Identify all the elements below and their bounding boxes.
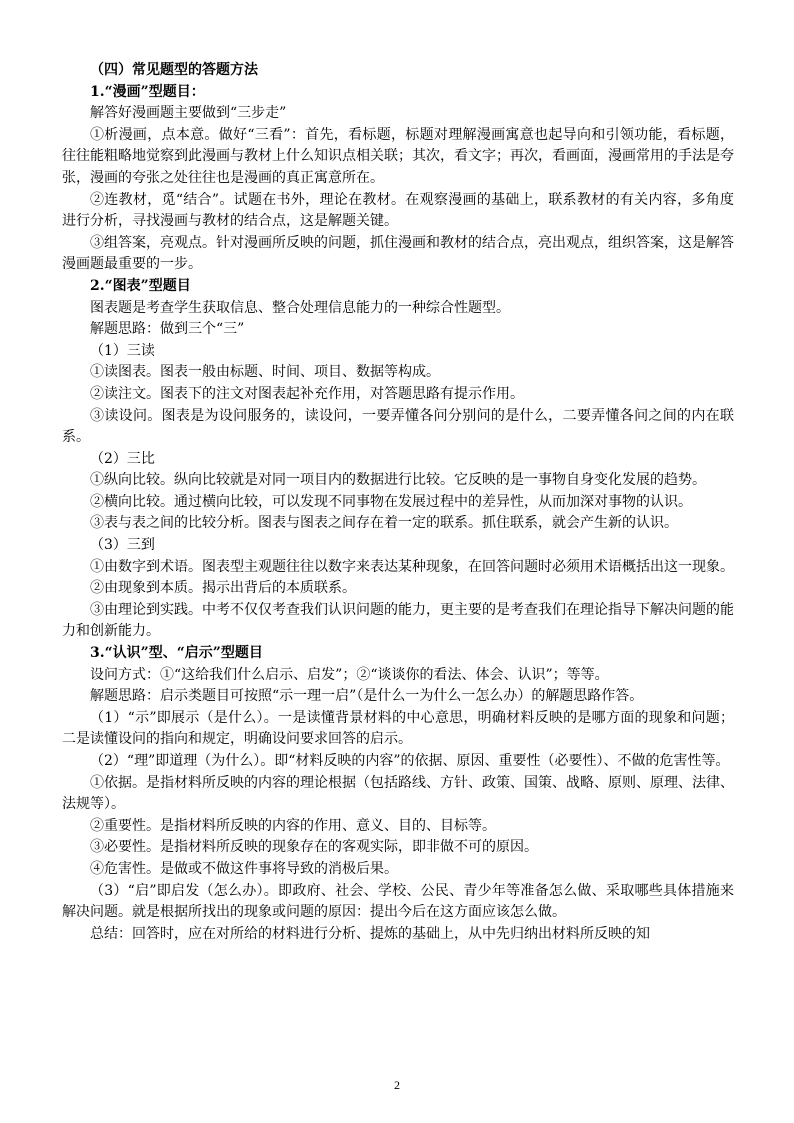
list-heading: （2）三比 [90,450,155,467]
paragraph: 图表题是考查学生获取信息、整合处理信息能力的一种综合性题型。 [90,299,510,316]
paragraph: （1）“示”即展示（是什么）。一是读懂背景材料的中心意思，明确材料反映的是哪方面的现象和问题；二是读懂设问的指向和规定，明确设问要求回答的启示。 [62,709,734,748]
paragraph: ③由理论到实践。中考不仅仅考查我们认识问题的能力，更主要的是考查我们在理论指导下解决问题的能力和创新能力。 [62,601,734,640]
paragraph: （2）“理”即道理（为什么）。即“材料反映的内容”的依据、原因、重要性（必要性）、不做的危害性等。 [90,753,730,769]
list-heading: （3）三到 [90,537,155,554]
document-body [62,60,734,945]
subheading-chart: 2.“图表”型题目 [90,277,191,294]
paragraph: ①依据。是指材料所反映的内容的理论根据（包括路线、方针、政策、国策、战略、原则、原理、法律、法规等）。 [62,774,734,813]
paragraph: （3）“启”即启发（怎么办）。即政府、社会、学校、公民、青少年等准备怎么做、采取哪些具体措施来解决问题。就是根据所找出的现象或问题的原因：提出今后在这方面应该怎么做。 [62,882,734,921]
paragraph: 解题思路：启示类题目可按照“示一理一启”（是什么一为什么一怎么办）的解题思路作答。 [90,688,644,705]
paragraph: 解题思路：做到三个“三” [90,321,245,338]
paragraph: ④危害性。是做或不做这件事将导致的消极后果。 [90,860,398,877]
paragraph: 总结：回答时，应在对所给的材料进行分析、提炼的基础上，从中先归纳出材料所反映的知 [90,925,650,942]
paragraph: ②由现象到本质。揭示出背后的本质联系。 [90,580,356,597]
paragraph: ①纵向比较。纵向比较就是对同一项目内的数据进行比较。它反映的是一事物自身变化发展的趋势。 [90,472,706,489]
paragraph: ②重要性。是指材料所反映的内容的作用、意义、目的、目标等。 [90,817,496,834]
paragraph: ③表与表之间的比较分析。图表与图表之间存在着一定的联系。抓住联系，就会产生新的认识。 [90,515,678,532]
paragraph: ③组答案，亮观点。针对漫画所反映的问题，抓住漫画和教材的结合点，亮出观点，组织答案，这是解答漫画题最重要的一步。 [62,234,734,273]
paragraph: ②横向比较。通过横向比较，可以发现不同事物在发展过程中的差异性，从而加深对事物的认识。 [90,493,692,510]
subheading-insight: 3.“认识”型、“启示”型题目 [90,645,263,662]
paragraph: ③读设问。图表是为设问服务的，读设问，一要弄懂各问分别问的是什么，二要弄懂各问之间的内在联系。 [62,407,734,446]
section-heading: （四）常见题型的答题方法 [90,62,258,78]
paragraph: ②读注文。图表下的注文对图表起补充作用，对答题思路有提示作用。 [90,385,524,402]
subheading-comic: 1.“漫画”型题目： [90,83,205,100]
paragraph: ①读图表。图表一般由标题、时间、项目、数据等构成。 [90,364,440,381]
paragraph: ③必要性。是指材料所反映的现象存在的客观实际，即非做不可的原因。 [90,839,538,856]
page-number: 2 [394,1078,400,1092]
paragraph: ②连教材，觅“结合”。试题在书外，理论在教材。在观察漫画的基础上，联系教材的有关内容，多角度进行分析，寻找漫画与教材的结合点，这是解题关键。 [62,191,734,230]
paragraph: ①析漫画，点本意。做好“三看”：首先，看标题，标题对理解漫画寓意也起导向和引领功能，看标题，往往能粗略地觉察到此漫画与教材上什么知识点相关联；其次，看文字；再次，看画面，漫画常用的手法是夸张，漫画的夸张之处往往也是漫画的真正寓意所在。 [62,126,734,186]
paragraph: 解答好漫画题主要做到“三步走” [90,105,287,122]
paragraph: 设问方式：①“这给我们什么启示、启发”；②“谈谈你的看法、体会、认识”；等等。 [90,666,609,683]
list-heading: （1）三读 [90,342,155,359]
paragraph: ①由数字到术语。图表型主观题往往以数字来表达某种现象，在回答问题时必须用术语概括出这一现象。 [90,558,734,575]
